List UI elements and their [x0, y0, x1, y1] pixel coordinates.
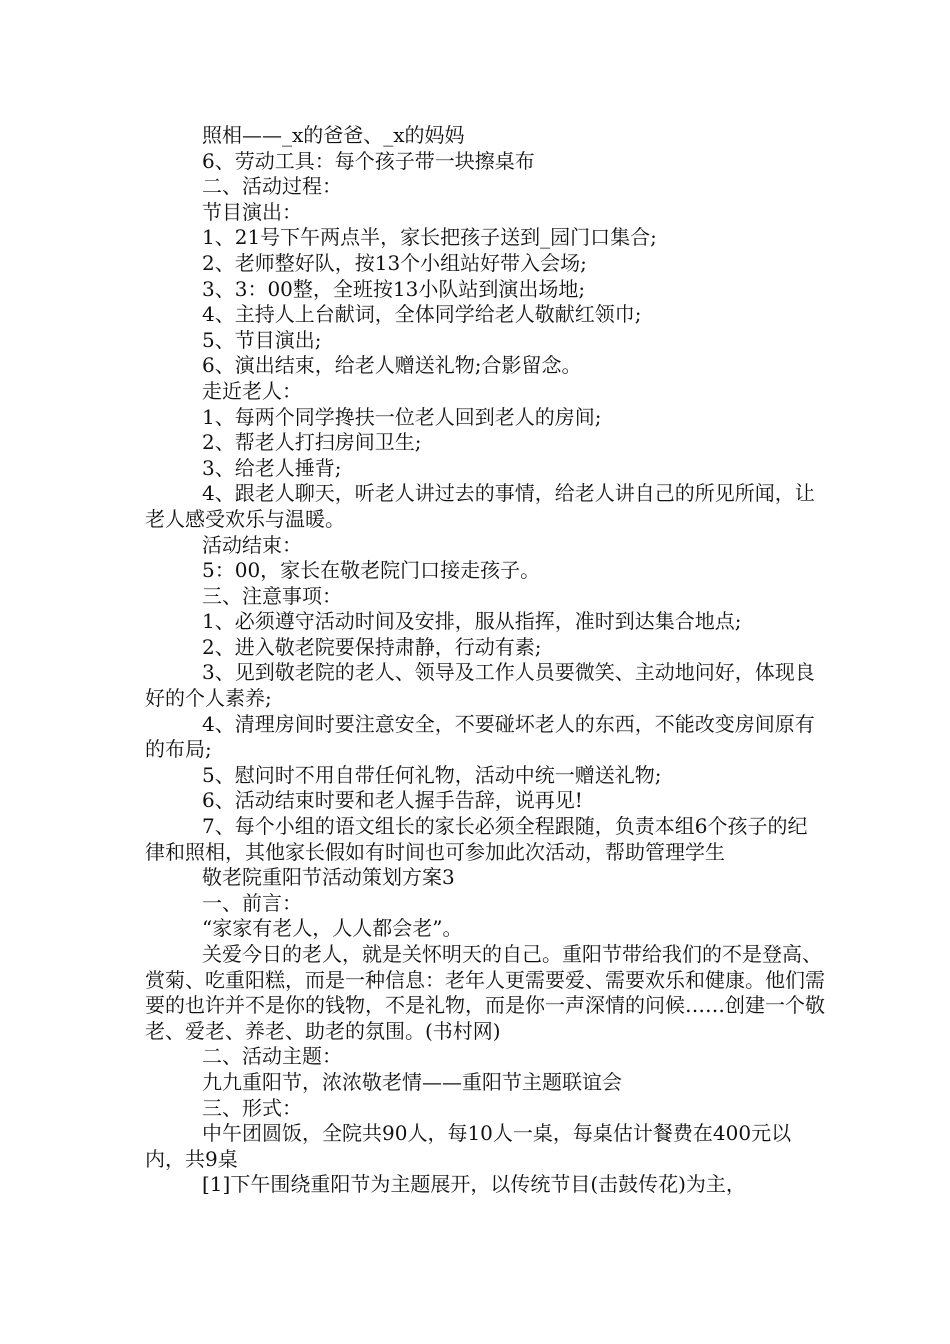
list-item: 2、老师整好队，按13个小组站好带入会场;: [202, 250, 587, 275]
list-item: 4、跟老人聊天，听老人讲过去的事情，给老人讲自己的所见所闻，让老人感受欢乐与温暖。: [145, 481, 815, 531]
paragraph: [1]下午围绕重阳节为主题展开，以传统节目(击鼓传花)为主，: [202, 1172, 746, 1197]
paragraph: 照相——_x的爸爸、_x的妈妈: [202, 123, 465, 147]
document-title: 敬老院重阳节活动策划方案3: [202, 865, 455, 890]
list-item: 6、演出结束，给老人赠送礼物;合影留念。: [202, 353, 582, 378]
list-item: 2、帮老人打扫房间卫生;: [202, 430, 422, 455]
list-item: 3、3：00整，全班按13小队站到演出场地;: [202, 276, 586, 301]
list-item: 3、见到敬老院的老人、领导及工作人员要微笑、主动地问好，体现良好的个人素养;: [145, 660, 815, 711]
list-item: 3、给老人捶背;: [202, 455, 342, 480]
section-heading: 二、活动过程：: [202, 174, 342, 199]
list-item: 1、必须遵守活动时间及安排，服从指挥，准时到达集合地点;: [202, 609, 742, 634]
list-item: 1、21号下午两点半，家长把孩子送到_园门口集合;: [202, 225, 657, 250]
list-item: 4、主持人上台献词，全体同学给老人敬献红领巾;: [202, 302, 642, 327]
quote: “家家有老人，人人都会老”。: [202, 916, 463, 941]
paragraph: 6、劳动工具：每个孩子带一块擦桌布: [202, 148, 535, 173]
subsection-heading: 活动结束：: [202, 532, 302, 557]
section-heading: 三、注意事项：: [202, 583, 342, 608]
document-body: [145, 123, 825, 1198]
paragraph: 中午团圆饭，全院共90人，每10人一桌，每桌估计餐费在400元以内，共9桌: [145, 1121, 792, 1171]
list-item: 5、节目演出;: [202, 327, 322, 352]
paragraph: 关爱今日的老人，就是关怀明天的自己。重阳节带给我们的不是登高、赏菊、吃重阳糕，而是一种信息：老年人更需要爱、需要欢乐和健康。他们需要的也许并不是你的钱物，不是礼物，而是你一声深情的问候……创建一个敬老、爱老、养老、助老的氛围。(书村网): [145, 942, 825, 1043]
list-item: 5、慰问时不用自带任何礼物，活动中统一赠送礼物;: [202, 762, 662, 787]
list-item: 6、活动结束时要和老人握手告辞，说再见!: [202, 788, 583, 813]
list-item: 4、清理房间时要注意安全，不要碰坏老人的东西，不能改变房间原有的布局;: [145, 711, 815, 762]
list-item: 1、每两个同学搀扶一位老人回到老人的房间;: [202, 404, 602, 429]
paragraph: 九九重阳节，浓浓敬老情——重阳节主题联谊会: [202, 1069, 622, 1094]
list-item: 2、进入敬老院要保持肃静，行动有素;: [202, 634, 542, 659]
section-heading: 二、活动主题：: [202, 1044, 342, 1069]
paragraph: 5：00，家长在敬老院门口接走孩子。: [202, 558, 541, 583]
subsection-heading: 节目演出：: [202, 199, 302, 224]
section-heading: 一、前言：: [202, 890, 302, 915]
list-item: 7、每个小组的语文组长的家长必须全程跟随，负责本组6个孩子的纪律和照相，其他家长假如有时间也可参加此次活动，帮助管理学生: [145, 814, 808, 864]
subsection-heading: 走近老人：: [202, 378, 302, 403]
section-heading: 三、形式：: [202, 1095, 302, 1120]
